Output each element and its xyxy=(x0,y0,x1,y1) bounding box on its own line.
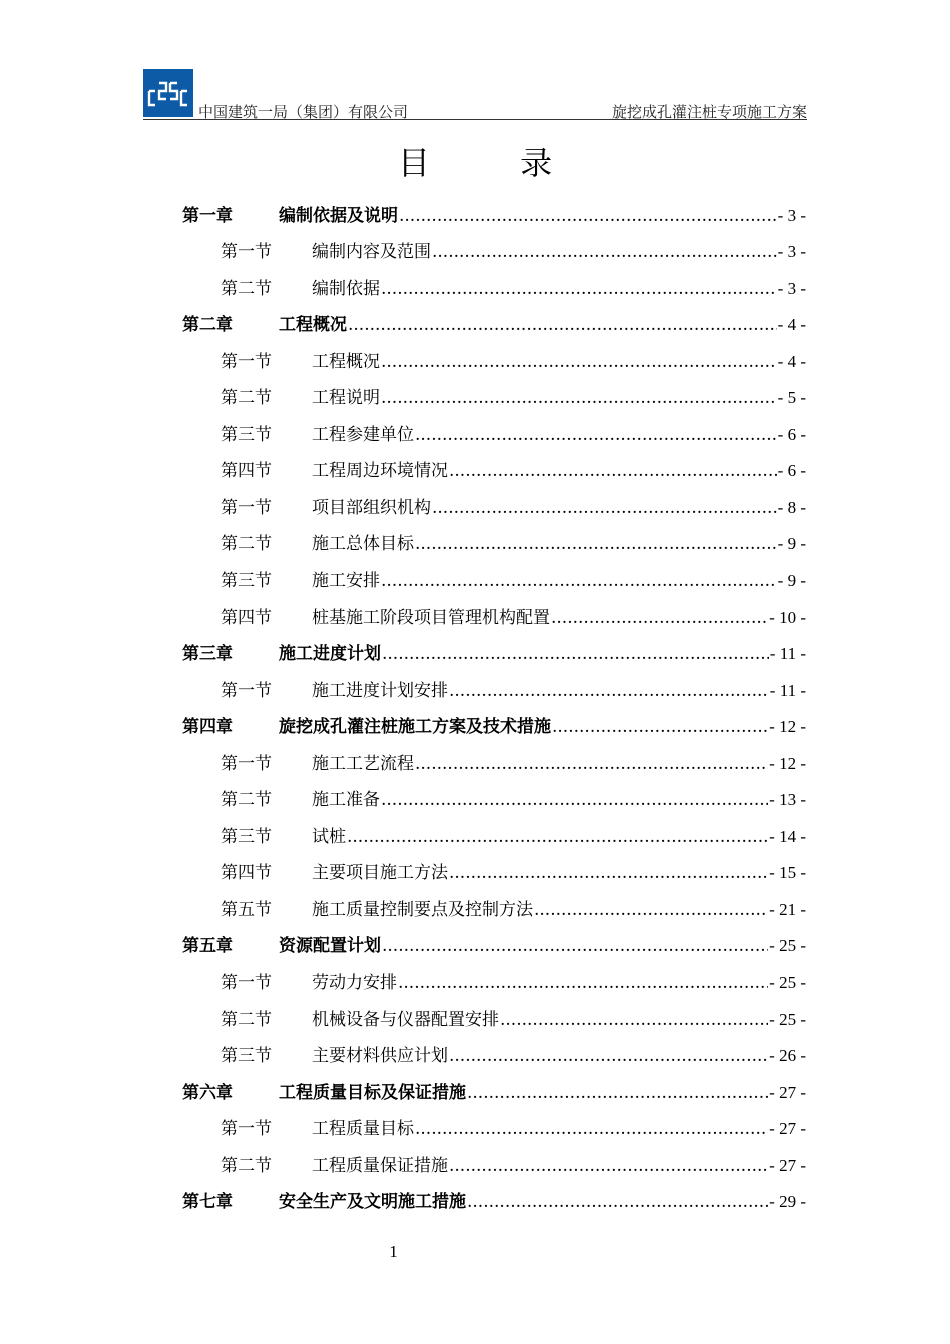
toc-section-entry[interactable] xyxy=(182,891,806,928)
toc-section-entry[interactable] xyxy=(182,782,806,819)
toc-chapter-entry[interactable] xyxy=(182,307,806,344)
toc-dot-leader xyxy=(399,198,777,234)
toc-dot-leader xyxy=(381,344,777,380)
toc-dot-leader xyxy=(551,600,768,636)
toc-entry-page: - 3 - xyxy=(777,242,806,262)
toc-entry-label: 工程质量保证措施 xyxy=(312,1155,448,1176)
toc-entry-number: 第四节 xyxy=(221,863,272,884)
toc-dot-leader xyxy=(381,271,777,307)
toc-section-entry[interactable] xyxy=(182,489,806,526)
toc-dot-leader xyxy=(449,1038,768,1074)
toc-entry-label: 编制依据 xyxy=(312,278,380,299)
toc-dot-leader xyxy=(449,855,768,891)
toc-section-entry[interactable] xyxy=(182,416,806,453)
toc-section-entry[interactable] xyxy=(182,672,806,709)
toc-entry-number: 第二节 xyxy=(221,1155,272,1176)
toc-entry-page: - 29 - xyxy=(769,1192,806,1212)
toc-entry-number: 第三节 xyxy=(221,571,272,592)
toc-section-entry[interactable] xyxy=(182,964,806,1001)
toc-entry-label: 施工进度计划安排 xyxy=(312,680,448,701)
toc-entry-number: 第一节 xyxy=(221,753,272,774)
toc-entry-label: 机械设备与仪器配置安排 xyxy=(312,1009,499,1030)
toc-entry-label: 桩基施工阶段项目管理机构配置 xyxy=(312,607,550,628)
toc-entry-label: 主要项目施工方法 xyxy=(312,863,448,884)
toc-section-entry[interactable] xyxy=(182,453,806,490)
toc-entry-page: - 6 - xyxy=(777,461,806,481)
toc-dot-leader xyxy=(500,1002,768,1038)
toc-section-entry[interactable] xyxy=(182,380,806,417)
toc-entry-number: 第二节 xyxy=(221,388,272,409)
toc-entry-page: - 15 - xyxy=(769,863,806,883)
toc-entry-number: 第六章 xyxy=(182,1082,233,1103)
toc-entry-label: 施工准备 xyxy=(312,790,380,811)
toc-dot-leader xyxy=(467,1184,768,1220)
toc-entry-page: - 25 - xyxy=(769,973,806,993)
cscec-logo-icon xyxy=(143,69,193,117)
toc-entry-page: - 5 - xyxy=(777,388,806,408)
toc-entry-page: - 27 - xyxy=(769,1119,806,1139)
toc-dot-leader xyxy=(415,417,777,453)
toc-dot-leader xyxy=(381,563,777,599)
toc-entry-label: 编制内容及范围 xyxy=(312,242,431,263)
toc-entry-label: 施工质量控制要点及控制方法 xyxy=(312,899,533,920)
toc-section-entry[interactable] xyxy=(182,1001,806,1038)
toc-entry-number: 第三章 xyxy=(182,644,233,665)
header-document-title: 旋挖成孔灌注桩专项施工方案 xyxy=(611,103,807,121)
toc-entry-page: - 8 - xyxy=(777,497,806,517)
toc-entry-label: 施工工艺流程 xyxy=(312,753,414,774)
toc-chapter-entry[interactable] xyxy=(182,197,806,234)
toc-entry-label: 编制依据及说明 xyxy=(279,205,398,226)
toc-entry-page: - 3 - xyxy=(777,205,806,225)
header-company: 中国建筑一局（集团）有限公司 xyxy=(198,103,409,121)
toc-entry-page: - 4 - xyxy=(777,351,806,371)
toc-chapter-entry[interactable] xyxy=(182,636,806,673)
toc-dot-leader xyxy=(415,526,777,562)
toc-dot-leader xyxy=(534,892,768,928)
toc-dot-leader xyxy=(552,709,768,745)
toc-entry-number: 第一节 xyxy=(221,242,272,263)
toc-entry-page: - 11 - xyxy=(769,644,806,664)
toc-entry-number: 第一章 xyxy=(182,205,233,226)
toc-entry-label: 资源配置计划 xyxy=(279,936,381,957)
toc-entry-label: 施工安排 xyxy=(312,571,380,592)
header-divider xyxy=(143,119,807,120)
toc-entry-label: 项目部组织机构 xyxy=(312,497,431,518)
toc-section-entry[interactable] xyxy=(182,1147,806,1184)
toc-section-entry[interactable] xyxy=(182,1038,806,1075)
toc-title: 目 录 xyxy=(397,144,593,182)
toc-dot-leader xyxy=(381,380,777,416)
toc-entry-number: 第一节 xyxy=(221,1119,272,1140)
toc-entry-page: - 27 - xyxy=(769,1082,806,1102)
toc-section-entry[interactable] xyxy=(182,818,806,855)
toc-entry-page: - 27 - xyxy=(769,1155,806,1175)
toc-section-entry[interactable] xyxy=(182,526,806,563)
toc-entry-label: 工程周边环境情况 xyxy=(312,461,448,482)
toc-section-entry[interactable] xyxy=(182,343,806,380)
toc-section-entry[interactable] xyxy=(182,562,806,599)
toc-dot-leader xyxy=(382,928,768,964)
toc-section-entry[interactable] xyxy=(182,599,806,636)
toc-entry-label: 工程说明 xyxy=(312,388,380,409)
toc-entry-label: 主要材料供应计划 xyxy=(312,1046,448,1067)
toc-dot-leader xyxy=(382,636,769,672)
toc-entry-number: 第三节 xyxy=(221,826,272,847)
toc-entry-page: - 12 - xyxy=(769,717,806,737)
page-number: 1 xyxy=(389,1242,398,1261)
toc-entry-label: 旋挖成孔灌注桩施工方案及技术措施 xyxy=(279,717,551,738)
toc-entry-number: 第二节 xyxy=(221,1009,272,1030)
toc-entry-number: 第一节 xyxy=(221,497,272,518)
toc-entry-label: 安全生产及文明施工措施 xyxy=(279,1192,466,1213)
toc-entry-page: - 13 - xyxy=(769,790,806,810)
toc-entry-label: 工程参建单位 xyxy=(312,424,414,445)
toc-dot-leader xyxy=(415,1111,768,1147)
toc-entry-number: 第五节 xyxy=(221,899,272,920)
toc-dot-leader xyxy=(449,673,769,709)
toc-entry-number: 第二章 xyxy=(182,315,233,336)
toc-entry-page: - 11 - xyxy=(769,680,806,700)
toc-entry-number: 第二节 xyxy=(221,534,272,555)
toc-section-entry[interactable] xyxy=(182,270,806,307)
toc-entry-label: 工程概况 xyxy=(312,351,380,372)
toc-entry-page: - 26 - xyxy=(769,1046,806,1066)
toc-dot-leader xyxy=(432,234,777,270)
toc-entry-label: 劳动力安排 xyxy=(312,973,397,994)
toc-dot-leader xyxy=(347,819,768,855)
toc-entry-page: - 14 - xyxy=(769,826,806,846)
toc-entry-label: 施工总体目标 xyxy=(312,534,414,555)
toc-dot-leader xyxy=(449,1148,768,1184)
toc-dot-leader xyxy=(348,307,777,343)
toc-entry-number: 第三节 xyxy=(221,1046,272,1067)
toc-entry-page: - 4 - xyxy=(777,315,806,335)
toc-section-entry[interactable] xyxy=(182,1111,806,1148)
toc-entry-page: - 12 - xyxy=(769,753,806,773)
toc-dot-leader xyxy=(467,1075,768,1111)
toc-section-entry[interactable] xyxy=(182,745,806,782)
toc-chapter-entry[interactable] xyxy=(182,928,806,965)
toc-entry-number: 第四章 xyxy=(182,717,233,738)
toc-dot-leader xyxy=(398,965,768,1001)
toc-dot-leader xyxy=(381,782,768,818)
toc-entry-page: - 10 - xyxy=(769,607,806,627)
toc-entry-label: 试桩 xyxy=(312,826,346,847)
toc-entry-number: 第一节 xyxy=(221,680,272,701)
toc-entry-number: 第四节 xyxy=(221,607,272,628)
table-of-contents xyxy=(182,197,806,1220)
toc-entry-page: - 25 - xyxy=(769,1009,806,1029)
toc-entry-number: 第一节 xyxy=(221,973,272,994)
company-logo xyxy=(143,69,193,117)
toc-entry-label: 工程质量目标 xyxy=(312,1119,414,1140)
toc-entry-page: - 9 - xyxy=(777,534,806,554)
toc-dot-leader xyxy=(415,746,768,782)
toc-entry-page: - 25 - xyxy=(769,936,806,956)
toc-entry-number: 第二节 xyxy=(221,278,272,299)
toc-entry-label: 施工进度计划 xyxy=(279,644,381,665)
toc-entry-label: 工程概况 xyxy=(279,315,347,336)
toc-entry-label: 工程质量目标及保证措施 xyxy=(279,1082,466,1103)
toc-dot-leader xyxy=(432,490,777,526)
toc-entry-page: - 6 - xyxy=(777,424,806,444)
toc-entry-page: - 9 - xyxy=(777,571,806,591)
toc-entry-number: 第四节 xyxy=(221,461,272,482)
toc-chapter-entry[interactable] xyxy=(182,1074,806,1111)
toc-dot-leader xyxy=(449,453,777,489)
toc-entry-number: 第三节 xyxy=(221,424,272,445)
toc-entry-number: 第五章 xyxy=(182,936,233,957)
toc-section-entry[interactable] xyxy=(182,855,806,892)
toc-chapter-entry[interactable] xyxy=(182,1184,806,1221)
toc-section-entry[interactable] xyxy=(182,234,806,271)
toc-entry-page: - 3 - xyxy=(777,278,806,298)
toc-entry-number: 第一节 xyxy=(221,351,272,372)
toc-chapter-entry[interactable] xyxy=(182,709,806,746)
toc-entry-number: 第二节 xyxy=(221,790,272,811)
toc-entry-number: 第七章 xyxy=(182,1192,233,1213)
toc-entry-page: - 21 - xyxy=(769,899,806,919)
